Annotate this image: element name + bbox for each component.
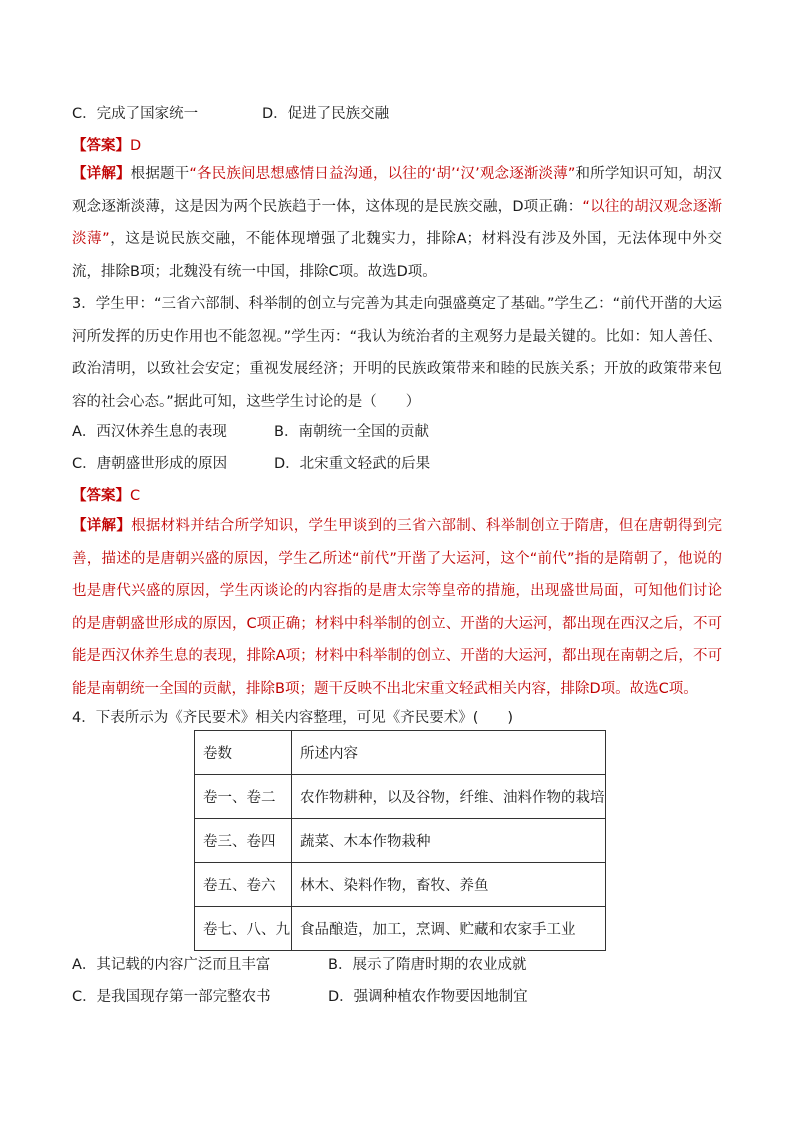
q2-explanation	[72, 158, 722, 288]
question-3	[72, 288, 722, 418]
detail-text: 和所学知识可知，胡汉观念逐渐淡薄，这是因为两个民族趋于一体，这体现的是民族交融，D项正确：	[72, 166, 722, 215]
table-cell: 食品酿造，加工，烹调、贮藏和农家手工业	[292, 907, 606, 951]
q3-option-d[interactable]: D．北宋重文轻武的后果	[274, 456, 431, 472]
table-cell: 卷一、卷二	[195, 775, 292, 819]
q4-option-c[interactable]: C．是我国现存第一部完整农书	[72, 989, 271, 1005]
table-cell: 卷五、卷六	[195, 863, 292, 907]
detail-text: 根据题干	[130, 166, 190, 182]
detail-tag: 【详解】	[72, 518, 132, 534]
table-cell: 卷七、八、九	[195, 907, 292, 951]
detail-text: 根据材料并结合所学知识，学生甲谈到的三省六部制、科举制创立于隋唐，但在唐朝得到完善，描述的是唐朝兴盛的原因，学生乙所述“前代”开凿了大运河，这个“前代”指的是隋朝了，他说的也是唐代兴盛的原因，学生丙谈论的内容指的是唐太宗等皇帝的措施，出现盛世局面，可知他们讨论的是唐朝盛世形成的原因，C项正确；材料中科举制的创立、开凿的大运河，都出现在西汉之后，不可能是西汉休养生息的表现，排除A项；材料中科举制的创立、开凿的大运河，都出现在南朝之后，不可能是南朝统一全国的贡献，排除B项；题干反映不出北宋重文轻武相关内容，排除D项。故选C项。	[72, 518, 723, 697]
detail-text: ，这是说民族交融，不能体现增强了北魏实力，排除A；材料没有涉及外国，无法体现中外交流，排除B项；北魏没有统一中国，排除C项。故选D项。	[72, 231, 722, 280]
table-row	[195, 819, 606, 863]
q3-stem: 3．学生甲：“三省六部制、科举制的创立与完善为其走向强盛奠定了基础。”学生乙：“前代开凿的大运河所发挥的历史作用也不能忽视。”学生丙：“我认为统治者的主观努力是最关键的。比如：知人善任、政治清明，以致社会安定；重视发展经济；开明的民族政策带来和睦的民族关系；开放的政策带来包容的社会心态。”据此可知，这些学生讨论的是（ ）	[72, 296, 722, 410]
answer-tag: 【答案】	[72, 488, 130, 504]
answer-value: C	[130, 488, 141, 504]
table-cell: 卷三、卷四	[195, 819, 292, 863]
table-row	[195, 907, 606, 951]
q3-options-row-1	[72, 420, 429, 441]
detail-tag: 【详解】	[72, 166, 131, 182]
q3-option-a[interactable]: A．西汉休养生息的表现	[72, 424, 227, 440]
table-header-cell: 卷数	[195, 731, 292, 775]
table-header-row	[195, 731, 606, 775]
answer-value: D	[130, 138, 142, 154]
q3-option-b[interactable]: B．南朝统一全国的贡献	[274, 424, 429, 440]
table-row	[195, 775, 606, 819]
table-cell: 蔬菜、木本作物栽种	[292, 819, 606, 863]
q3-explanation	[72, 510, 722, 705]
q2-option-c[interactable]: C．完成了国家统一	[72, 106, 199, 122]
table-cell: 农作物耕种，以及谷物，纤维、油料作物的栽培	[292, 775, 606, 819]
q4-options-row-1	[72, 953, 526, 974]
q2-explanation-text	[72, 158, 722, 288]
q3-answer	[72, 484, 140, 505]
q4-option-d[interactable]: D．强调种植农作物要因地制宜	[328, 989, 528, 1005]
content-table	[194, 730, 606, 951]
answer-tag: 【答案】	[72, 138, 130, 154]
q4-option-b[interactable]: B．展示了隋唐时期的农业成就	[328, 957, 527, 973]
q4-stem: 4．下表所示为《齐民要术》相关内容整理，可见《齐民要术》( )	[72, 710, 514, 726]
q2-answer	[72, 134, 141, 155]
detail-quote: “以往的胡汉观念逐渐淡薄”	[72, 198, 722, 247]
q4-option-a[interactable]: A．其记载的内容广泛而且丰富	[72, 957, 271, 973]
q4-options-row-2	[72, 985, 528, 1006]
q2-option-d[interactable]: D．促进了民族交融	[262, 106, 390, 122]
detail-quote: “各民族间思想感情日益沟通，以往的‘胡’‘汉’观念逐渐淡薄”	[189, 166, 576, 182]
q3-option-c[interactable]: C．唐朝盛世形成的原因	[72, 456, 228, 472]
table-header-cell: 所述内容	[292, 731, 606, 775]
q3-explanation-text	[72, 510, 722, 705]
q3-options-row-2	[72, 452, 430, 473]
q2-options-row	[72, 102, 389, 123]
table-row	[195, 863, 606, 907]
table-cell: 林木、染料作物，畜牧、养鱼	[292, 863, 606, 907]
